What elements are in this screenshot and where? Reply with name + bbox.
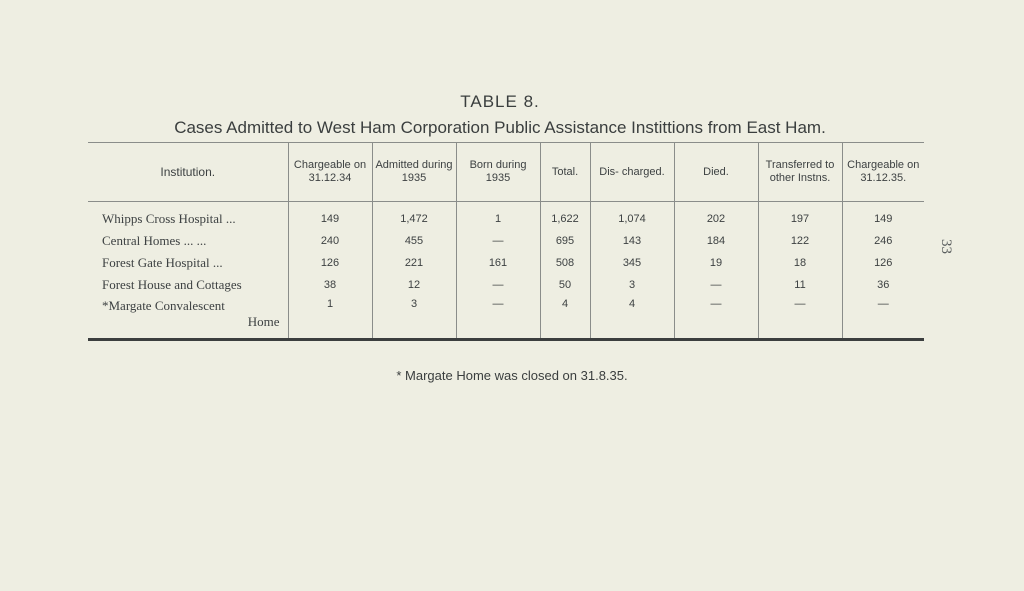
table-cell: 12	[372, 274, 456, 296]
table-cell: —	[758, 296, 842, 340]
table-cell: —	[456, 296, 540, 340]
column-header: Institution.	[88, 143, 288, 202]
table-cell: 1,622	[540, 202, 590, 231]
column-header: Admitted during 1935	[372, 143, 456, 202]
table-cell: 122	[758, 230, 842, 252]
table-cell: 11	[758, 274, 842, 296]
column-header: Transferred to other Instns.	[758, 143, 842, 202]
table-cell: —	[456, 230, 540, 252]
column-header: Chargeable on 31.12.34	[288, 143, 372, 202]
table-cell: 197	[758, 202, 842, 231]
table-cell: —	[842, 296, 924, 340]
admissions-table	[88, 142, 924, 341]
page-number: 33	[938, 239, 954, 254]
table-cell: 4	[590, 296, 674, 340]
institution-name-continued: Home	[247, 314, 280, 329]
table-cell: —	[674, 274, 758, 296]
column-header: Died.	[674, 143, 758, 202]
table-row	[88, 296, 924, 340]
table-cell: 126	[842, 252, 924, 274]
table-cell: 3	[372, 296, 456, 340]
table-cell: —	[674, 296, 758, 340]
column-header: Total.	[540, 143, 590, 202]
table-cell: 149	[842, 202, 924, 231]
table-cell: 455	[372, 230, 456, 252]
footnote: * Margate Home was closed on 31.8.35.	[396, 368, 628, 383]
table-cell: 345	[590, 252, 674, 274]
table-cell: 18	[758, 252, 842, 274]
table-cell: 38	[288, 274, 372, 296]
table-cell: 184	[674, 230, 758, 252]
table-cell: 50	[540, 274, 590, 296]
table-cell: 36	[842, 274, 924, 296]
institution-cell: Whipps Cross Hospital ...	[102, 211, 236, 226]
institution-cell: Forest Gate Hospital ...	[102, 255, 223, 270]
table-cell: 508	[540, 252, 590, 274]
table-cell: 19	[674, 252, 758, 274]
table-cell: 240	[288, 230, 372, 252]
table-cell: 695	[540, 230, 590, 252]
table-cell: 1,472	[372, 202, 456, 231]
table-cell: —	[456, 274, 540, 296]
table-cell: 4	[540, 296, 590, 340]
table-cell: 3	[590, 274, 674, 296]
institution-cell: Forest House and Cottages	[102, 277, 242, 292]
column-header: Dis- charged.	[590, 143, 674, 202]
table-subtitle: Cases Admitted to West Ham Corporation Public Assistance Instittions from East Ham.	[174, 118, 826, 137]
table-cell: 1	[288, 296, 372, 340]
column-header: Born during 1935	[456, 143, 540, 202]
table-row	[88, 202, 924, 231]
table-cell: 221	[372, 252, 456, 274]
table-cell: 149	[288, 202, 372, 231]
table-cell: 143	[590, 230, 674, 252]
table-cell: 246	[842, 230, 924, 252]
table-title: TABLE 8.	[460, 92, 540, 111]
table-row	[88, 274, 924, 296]
table-cell: 202	[674, 202, 758, 231]
table-row	[88, 252, 924, 274]
institution-name: *Margate Convalescent	[102, 298, 225, 313]
column-header: Chargeable on 31.12.35.	[842, 143, 924, 202]
institution-cell	[88, 296, 288, 340]
institution-cell: Central Homes ... ...	[102, 233, 207, 248]
table-cell: 126	[288, 252, 372, 274]
table-row	[88, 230, 924, 252]
header-row	[88, 143, 924, 202]
table-cell: 161	[456, 252, 540, 274]
table-cell: 1	[456, 202, 540, 231]
table-cell: 1,074	[590, 202, 674, 231]
